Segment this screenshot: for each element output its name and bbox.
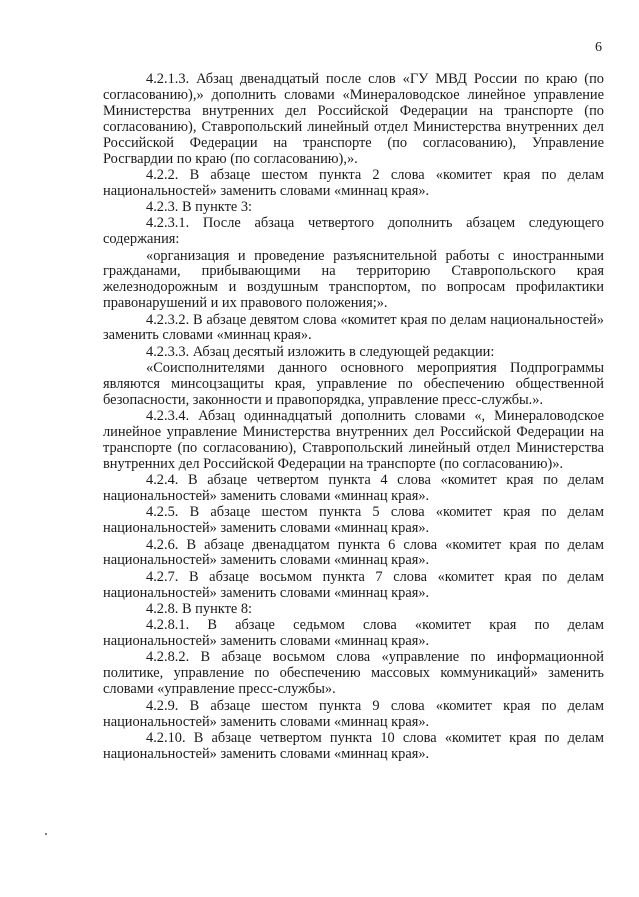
paragraph-4-2-8: 4.2.8. В пункте 8: (146, 600, 253, 617)
paragraph-4-2-6: 4.2.6. В абзаце двенадцатом пункта 6 слова «комитет края по делам национальностей» заменить словами «миннац края». (103, 536, 604, 569)
quoted-text-new-wording: «Соисполнителями данного основного мероприятия Подпрограммы являются минсоцзащиты края, управление по обеспечению общественной безопасности, законности и правопорядка, управление пресс-службы.». (103, 360, 604, 408)
paragraph-4-2-2: 4.2.2. В абзаце шестом пункта 2 слова «комитет края по делам национальностей» заменить словами «миннац края». (103, 166, 604, 199)
paragraph-4-2-4: 4.2.4. В абзаце четвертом пункта 4 слова «комитет края по делам национальностей» заменить словами «миннац края». (103, 472, 604, 505)
paragraph-4-2-10: 4.2.10. В абзаце четвертом пункта 10 слова «комитет края по делам национальностей» заменить словами «миннац края». (103, 729, 604, 762)
paragraph-4-2-5: 4.2.5. В абзаце шестом пункта 5 слова «комитет края по делам национальностей» заменить словами «миннац края». (103, 504, 604, 537)
paragraph-4-2-8-2: 4.2.8.2. В абзаце восьмом слова «управление по информационной политике, управление по обеспечению массовых коммуникаций» заменить словами «управление пресс-службы». (103, 649, 604, 698)
paragraph-4-2-9: 4.2.9. В абзаце шестом пункта 9 слова «комитет края по делам национальностей» заменить словами «миннац края». (103, 697, 604, 730)
paragraph-4-2-8-1: 4.2.8.1. В абзаце седьмом слова «комитет края по делам национальностей» заменить словами «миннац края». (103, 617, 604, 650)
paragraph-4-2-3-4: 4.2.3.4. Абзац одиннадцатый дополнить словами «, Минераловодское линейное управление Министерства внутренних дел Российской Федерации на транспорте (по согласованию), Ставропольский линейный отдел Министерства внутренних дел Российской Федерации на транспорте (по согласованию)». (103, 408, 604, 472)
paragraph-4-2-3-2: 4.2.3.2. В абзаце девятом слова «комитет края по делам национальностей» заменить словами «миннац края». (103, 311, 604, 344)
document-body (103, 72, 604, 763)
paragraph-4-2-3: 4.2.3. В пункте 3: (146, 199, 253, 216)
paragraph-4-2-3-3: 4.2.3.3. Абзац десятый изложить в следующей редакции: (146, 343, 495, 360)
paragraph-4-2-1-3: 4.2.1.3. Абзац двенадцатый после слов «ГУ МВД России по краю (по согласованию),» дополнить словами «Минераловодское линейное управление Министерства внутренних дел Российской Федерации на транспорте (по согласованию), Ставропольский линейный отдел Министерства внутренних дел Российской Федерации на транспорте (по согласованию), Управление Росгвардии по краю (по согласованию),». (103, 71, 604, 167)
paragraph-4-2-3-1: 4.2.3.1. После абзаца четвертого дополнить абзацем следующего содержания: (103, 215, 604, 248)
page-number: 6 (595, 40, 602, 55)
paragraph-4-2-7: 4.2.7. В абзаце восьмом пункта 7 слова «комитет края по делам национальностей» заменить словами «миннац края». (103, 568, 604, 601)
quoted-text-insertion: «организация и проведение разъяснительной работы с иностранными гражданами, прибывающими на территорию Ставропольского края железнодорожным и воздушным транспортом, по вопросам профилактики правонарушений и их правового положения;». (103, 247, 604, 312)
scan-speck (45, 833, 47, 835)
